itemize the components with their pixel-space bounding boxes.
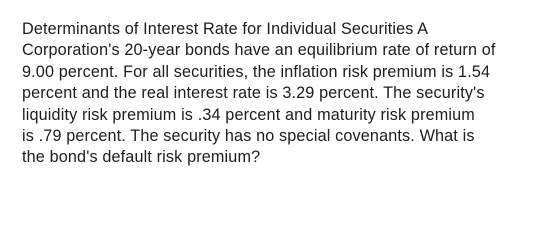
question-line: 9.00 percent. For all securities, the inflation risk premium is 1.54 — [22, 62, 491, 81]
question-line: Corporation's 20-year bonds have an equilibrium rate of return of — [22, 41, 496, 60]
question-line: liquidity risk premium is .34 percent and maturity risk premium — [22, 105, 475, 124]
question-line: percent and the real interest rate is 3.29 percent. The security's — [22, 84, 485, 103]
question-text — [22, 19, 548, 169]
question-line: Determinants of Interest Rate for Individual Securities A — [22, 20, 429, 38]
question-line: the bond's default risk premium? — [22, 148, 261, 167]
question-line: is .79 percent. The security has no special covenants. What is — [22, 127, 475, 146]
